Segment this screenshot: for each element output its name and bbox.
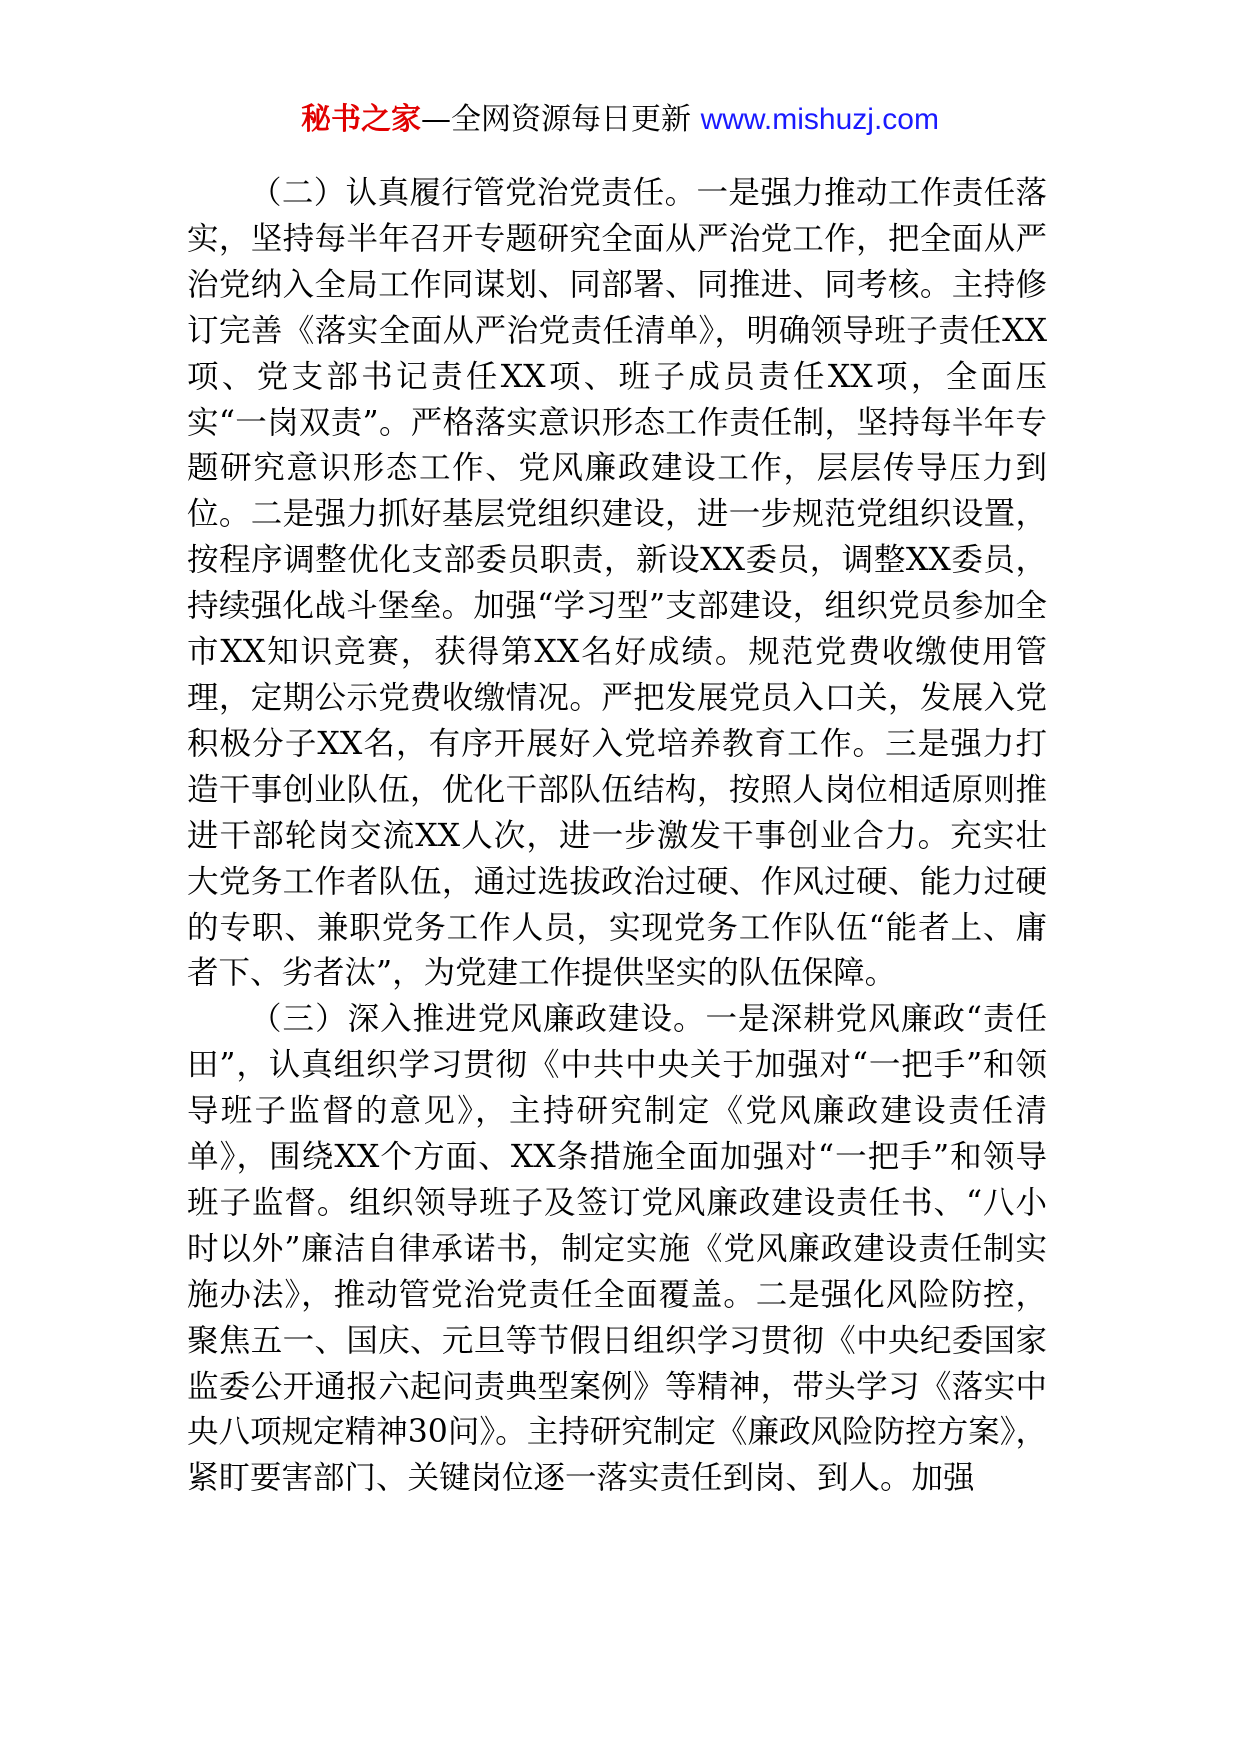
website-link[interactable]: www.mishuzj.com	[700, 103, 939, 136]
document-body	[187, 171, 1047, 1502]
header-tagline: —全网资源每日更新	[421, 102, 701, 137]
paragraph-section-three: （三）深入推进党风廉政建设。一是深耕党风廉政“责任田”，认真组织学习贯彻《中共中央关于加强对“一把手”和领导班子监督的意见》，主持研究制定《党风廉政建设责任清单》，围绕XX个方面、XX条措施全面加强对“一把手”和领导班子监督。组织领导班子及签订党风廉政建设责任书、“八小时以外”廉洁自律承诺书，制定实施《党风廉政建设责任制实施办法》，推动管党治党责任全面覆盖。二是强化风险防控，聚焦五一、国庆、元旦等节假日组织学习贯彻《中央纪委国家监委公开通报六起问责典型案例》等精神，带头学习《落实中央八项规定精神30问》。主持研究制定《廉政风险防控方案》，紧盯要害部门、关键岗位逐一落实责任到岗、到人。加强	[187, 1001, 1047, 1497]
document-header	[0, 100, 1240, 140]
paragraph-section-two: （二）认真履行管党治党责任。一是强力推动工作责任落实，坚持每半年召开专题研究全面从严治党工作，把全面从严治党纳入全局工作同谋划、同部署、同推进、同考核。主持修订完善《落实全面从严治党责任清单》，明确领导班子责任XX项、党支部书记责任XX项、班子成员责任XX项，全面压实“一岗双责”。严格落实意识形态工作责任制，坚持每半年专题研究意识形态工作、党风廉政建设工作，层层传导压力到位。二是强力抓好基层党组织建设，进一步规范党组织设置，按程序调整优化支部委员职责，新设XX委员，调整XX委员，持续强化战斗堡垒。加强“学习型”支部建设，组织党员参加全市XX知识竞赛，获得第XX名好成绩。规范党费收缴使用管理，定期公示党费收缴情况。严把发展党员入口关，发展入党积极分子XX名，有序开展好入党培养教育工作。三是强力打造干事创业队伍，优化干部队伍结构，按照人岗位相适原则推进干部轮岗交流XX人次，进一步激发干事创业合力。充实壮大党务工作者队伍，通过选拔政治过硬、作风过硬、能力过硬的专职、兼职党务工作人员，实现党务工作队伍“能者上、庸者下、劣者汰”，为党建工作提供坚实的队伍保障。	[187, 175, 1047, 992]
brand-name: 秘书之家	[301, 102, 422, 137]
